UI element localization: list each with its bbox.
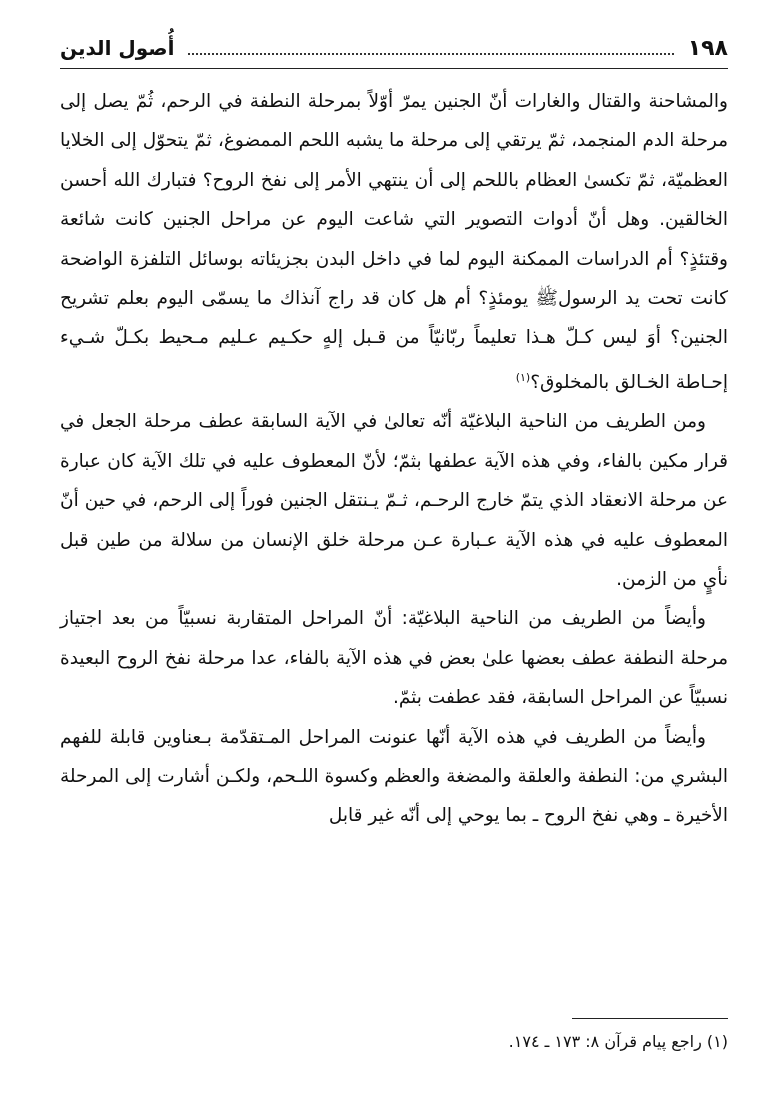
- paragraph-2: ومن الطريف من الناحية البلاغيّة أنّه تعالىٰ في الآية السابقة عطف مرحلة الجعل في قرار مكين بالفاء، وفي هذه الآية عطفها بثمّ؛ لأنّ المعطوف عليه في تلك الآية كان عبارة عن مرحلة الانعقاد الذي يتمّ خارج الرحـم، ثـمّ يـنتقل الجنين فوراً إلى الرحم، في حين أنّ المعطوف عليه في هذه الآية عـبارة عـن مرحلة خلق الإنسان من سلالة من طين قبل نأيٍ من الزمن.: [60, 411, 728, 591]
- footnote-separator: [572, 1018, 728, 1019]
- paragraph-3: وأيضاً من الطريف من الناحية البلاغيّة: أنّ المراحل المتقاربة نسبيّاً من بعد اجتياز مرحلة النطفة عطف بعضها علىٰ بعض في هذه الآية بالفاء، عدا مرحلة نفخ الروح البعيدة نسبيّاً عن المراحل السابقة، فقد عطفت بثمّ.: [60, 608, 728, 709]
- paragraph-1: [60, 82, 728, 402]
- page-number: ١٩٨: [687, 35, 728, 61]
- footnote-reference: (١): [515, 370, 531, 384]
- paragraph-1-text: والمشاحنة والقتال والغارات أنّ الجنين يمرّ أوّلاً بمرحلة النطفة في الرحم، ثُمّ يصل إلى مرحلة الدم المنجمد، ثمّ يرتقي إلى مرحلة ما يشبه اللحم الممضوغ، ثمّ يتحوّل إلى الخلايا العظميّة، ثمّ تكسىٰ العظام باللحم إلى أن ينتهي الأمر إلى نفخ الروح؟ فتبارك الله أحسن الخالقين. وهل أنّ أدوات التصوير التي شاعت اليوم عن مراحل الجنين كانت شائعة وقتئذٍ؟ أم الدراسات الممكنة اليوم لما في داخل البدن بجزيئاته بوسائل التلفزة الواضحة كانت تحت يد الرسولﷺ يومئذٍ؟ أم هل كان قد راج آنذاك ما يسمّى اليوم بعلم تشريح الجنين؟ أوَ ليس كـلّ هـذا تعليماً ربّانيّاً من قـبل إلهٍ حكـيم عـليم مـحيط بكـلّ شـيء إحـاطة الخـالق بالمخلوق؟: [60, 91, 728, 393]
- header-dot-leader: [188, 41, 673, 55]
- page: [60, 28, 728, 1078]
- footnote: (١) راجع پيام قرآن ٨: ١٧٣ ـ ١٧٤.: [508, 1032, 728, 1051]
- running-header: [60, 28, 728, 69]
- body-text: [60, 82, 728, 836]
- book-title: أُصول الدين: [60, 36, 175, 60]
- paragraph-4: وأيضاً من الطريف في هذه الآية أنّها عنونت المراحل المـتقدّمة بـعناوين قابلة للفهم البشري من: النطفة والعلقة والمضغة والعظم وكسوة اللـحم، ولكـن أشارت إلى المرحلة الأخيرة ـ وهي نفخ الروح ـ بما يوحي إلى أنّه غير قابل: [60, 726, 728, 827]
